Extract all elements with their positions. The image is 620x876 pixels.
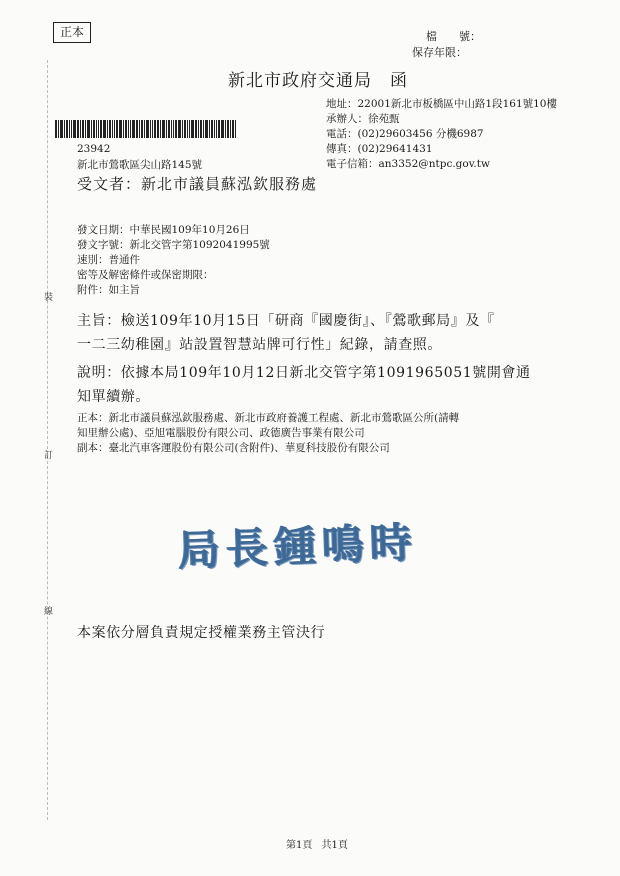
binding-mark-bind: 裝 [44,293,54,303]
file-number-label: 檔 號： [426,30,481,43]
delivery-speed: 速別：普通件 [77,254,140,266]
retention-period-label: 保存年限： [412,46,467,59]
sender-phone: 電話：(02)29603456 分機6987 [326,128,484,140]
postal-barcode [55,120,265,138]
recipient-postal-code: 23942 [77,143,111,155]
security-level: 密等及解密條件或保密期限： [77,269,214,281]
original-copy-label: 正本 [53,22,91,43]
director-signature-stamp: 局長鍾鳴時 [177,517,419,576]
binding-guide-line [47,60,48,820]
binding-mark-staple: 訂 [44,451,54,461]
recipient-line: 受文者：新北市議員蘇泓欽服務處 [77,175,318,193]
sender-email: 電子信箱：an3352@ntpc.gov.tw [326,158,490,170]
explanation-line-1: 說明：依據本局109年10月12日新北交管字第1091965051號開會通 [77,365,531,381]
attachment: 附件：如主旨 [77,284,140,296]
recipient-street-address: 新北市鶯歌區尖山路145號 [77,159,203,171]
subject-line-1: 主旨：檢送109年10月15日「研商『國慶街』、『鶯歌郵局』及『 [77,313,495,329]
subject-line-2: 一二三幼稚園』站設置智慧站牌可行性」紀錄，請查照。 [77,337,442,353]
original-recipients-line-1: 正本：新北市議員蘇泓欽服務處、新北市政府養護工程處、新北市鶯歌區公所(請轉 [77,412,460,424]
issue-date: 發文日期：中華民國109年10月26日 [77,224,250,236]
sender-handler: 承辦人：徐苑甄 [326,113,400,125]
sender-address: 地址：22001新北市板橋區中山路1段161號10樓 [326,98,557,110]
authorization-note: 本案依分層負責規定授權業務主管決行 [77,625,326,641]
duplicate-recipients: 副本：臺北汽車客運股份有限公司(含附件)、華夏科技股份有限公司 [77,442,390,454]
original-recipients-line-2: 知里辦公處)、亞旭電腦股份有限公司、政德廣告事業有限公司 [77,427,365,439]
sender-fax: 傳真：(02)29641431 [326,143,433,155]
document-number: 發文字號：新北交管字第1092041995號 [77,239,270,251]
page-number: 第1頁 共1頁 [286,840,348,851]
explanation-line-2: 知單續辦。 [77,389,150,405]
binding-mark-line: 線 [44,607,54,617]
document-title: 新北市政府交通局 函 [228,71,408,91]
